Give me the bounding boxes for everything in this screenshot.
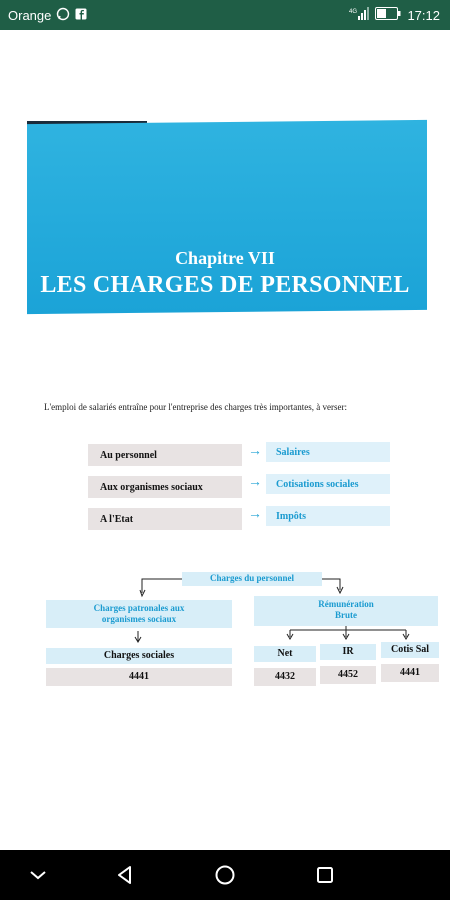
signal-icon (349, 7, 369, 23)
carrier-name: Orange (8, 8, 52, 23)
intro-text: L'emploi de salariés entraîne pour l'entreprise des charges très importantes, à verser: (44, 402, 347, 412)
battery-icon (375, 7, 401, 23)
right-header-line: Rémunération (318, 599, 374, 609)
left-header-line: organismes sociaux (101, 614, 177, 624)
home-icon[interactable] (212, 863, 238, 887)
document-photo[interactable] (0, 30, 450, 850)
svg-text:4G: 4G (349, 9, 358, 15)
right-header (254, 596, 438, 626)
left-header (46, 600, 232, 628)
arrow-right-icon: → (248, 475, 262, 490)
status-bar (0, 0, 450, 30)
left-account: 4441 (46, 668, 232, 686)
back-icon[interactable] (112, 863, 138, 887)
status-left (8, 7, 87, 24)
item-box: Cotisations sociales (266, 474, 390, 494)
right-item: IR (320, 644, 376, 660)
right-item: Net (254, 646, 316, 662)
diagram-connectors (0, 30, 450, 850)
chevron-down-icon[interactable] (25, 863, 51, 887)
recipient-box: Aux organismes sociaux (88, 476, 242, 498)
chapter-title: LES CHARGES DE PERSONNEL (40, 272, 410, 298)
navigation-bar (0, 850, 450, 900)
right-account: 4452 (320, 666, 376, 684)
left-header-line: Charges patronales aux (93, 603, 185, 613)
facebook-icon (75, 8, 87, 23)
right-header-line: Brute (335, 610, 357, 620)
recipient-box: A l'Etat (88, 508, 242, 530)
left-item: Charges sociales (46, 648, 232, 664)
right-account: 4441 (381, 664, 439, 682)
chapter-label: Chapitre VII (175, 248, 275, 268)
clock: 17:12 (407, 7, 440, 23)
item-box: Impôts (266, 506, 390, 526)
right-account: 4432 (254, 668, 316, 686)
right-item: Cotis Sal (381, 642, 439, 658)
diagram-root: Charges du personnel (182, 572, 322, 586)
status-right (349, 7, 440, 23)
recipient-box: Au personnel (88, 444, 242, 466)
arrow-right-icon: → (248, 507, 262, 522)
arrow-right-icon: → (248, 444, 262, 459)
recents-icon[interactable] (312, 863, 338, 887)
item-box: Salaires (266, 442, 390, 462)
whatsapp-icon (56, 7, 70, 24)
